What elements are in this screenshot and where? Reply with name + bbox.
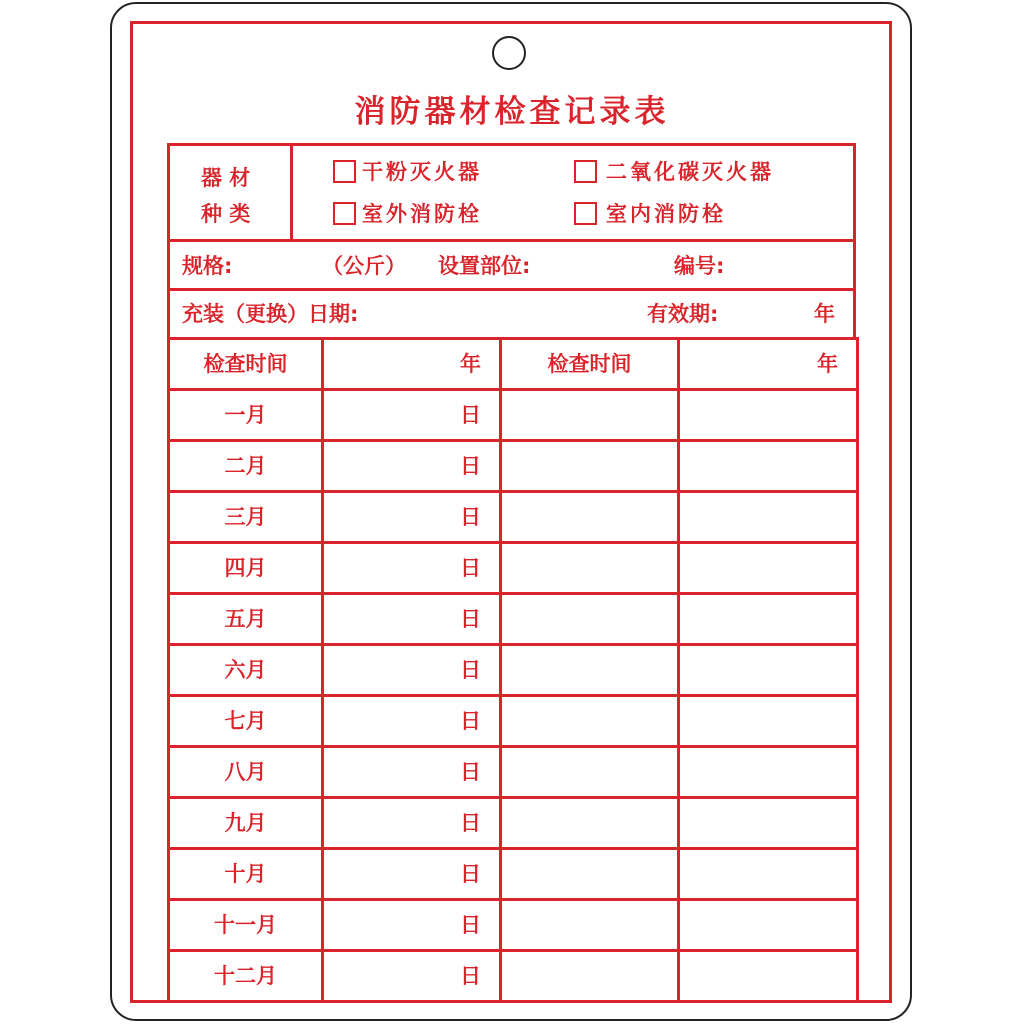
month-label: 十二月 [169,951,323,1002]
record-cell[interactable] [501,849,679,900]
table-row [169,900,858,951]
record-cell[interactable] [679,951,858,1002]
record-cell[interactable] [679,594,858,645]
number-label: 编号: [674,254,725,278]
page-title: 消防器材检查记录表 [354,94,670,130]
table-row [169,441,858,492]
table-row [169,951,858,1002]
day-label: 日 [323,798,501,849]
fill-date-label: 充装（更换）日期: [182,302,359,326]
month-label: 九月 [169,798,323,849]
record-cell[interactable] [501,492,679,543]
month-label: 十月 [169,849,323,900]
day-label: 日 [323,747,501,798]
checkbox-dry-powder[interactable] [333,160,356,183]
header-check-time-1: 检查时间 [169,339,323,390]
month-label: 四月 [169,543,323,594]
equipment-label-line2: 种 类 [201,202,251,226]
table-row [169,390,858,441]
month-label: 七月 [169,696,323,747]
month-label: 五月 [169,594,323,645]
day-label: 日 [323,849,501,900]
record-cell[interactable] [501,441,679,492]
month-label: 二月 [169,441,323,492]
record-cell[interactable] [679,798,858,849]
valid-period-label: 有效期: [647,302,719,326]
checkbox-outdoor-hydrant[interactable] [333,202,356,225]
month-rows [169,390,858,1002]
month-label: 三月 [169,492,323,543]
table-row [169,594,858,645]
month-label: 六月 [169,645,323,696]
day-label: 日 [323,441,501,492]
record-cell[interactable] [679,441,858,492]
day-label: 日 [323,696,501,747]
month-label: 一月 [169,390,323,441]
spec-label: 规格: [182,254,233,278]
table-row [169,543,858,594]
record-cell[interactable] [679,696,858,747]
location-label: 设置部位: [438,254,531,278]
day-label: 日 [323,900,501,951]
record-cell[interactable] [679,849,858,900]
unit-label: （公斤） [322,254,406,278]
hanging-hole [492,36,526,70]
day-label: 日 [323,492,501,543]
header-year-1: 年 [323,339,501,390]
table-row [169,492,858,543]
record-cell[interactable] [679,645,858,696]
record-cell[interactable] [501,798,679,849]
equipment-label-divider [290,143,293,242]
day-label: 日 [323,951,501,1002]
day-label: 日 [323,390,501,441]
checkbox-indoor-hydrant[interactable] [574,202,597,225]
record-cell[interactable] [501,390,679,441]
record-cell[interactable] [501,747,679,798]
option-indoor-hydrant: 室内消防栓 [606,202,726,226]
month-label: 八月 [169,747,323,798]
record-cell[interactable] [501,900,679,951]
option-dry-powder: 干粉灭火器 [362,160,482,184]
table-row [169,645,858,696]
equipment-section [167,143,856,242]
record-cell[interactable] [679,390,858,441]
record-cell[interactable] [501,594,679,645]
day-label: 日 [323,543,501,594]
table-row [169,747,858,798]
valid-year-label: 年 [814,302,835,326]
checkbox-co2[interactable] [574,160,597,183]
record-cell[interactable] [679,900,858,951]
table-row [169,798,858,849]
record-cell[interactable] [501,543,679,594]
record-cell[interactable] [501,645,679,696]
month-label: 十一月 [169,900,323,951]
record-cell[interactable] [679,492,858,543]
day-label: 日 [323,645,501,696]
record-cell[interactable] [679,543,858,594]
table-row [169,696,858,747]
option-outdoor-hydrant: 室外消防栓 [362,202,482,226]
header-year-2: 年 [679,339,858,390]
record-cell[interactable] [501,951,679,1002]
equipment-label-line1: 器 材 [201,166,251,190]
header-check-time-2: 检查时间 [501,339,679,390]
record-cell[interactable] [501,696,679,747]
option-co2: 二氧化碳灭火器 [606,160,774,184]
record-cell[interactable] [679,747,858,798]
day-label: 日 [323,594,501,645]
table-header [169,339,858,390]
table-row [169,849,858,900]
inspection-table [167,337,859,1003]
